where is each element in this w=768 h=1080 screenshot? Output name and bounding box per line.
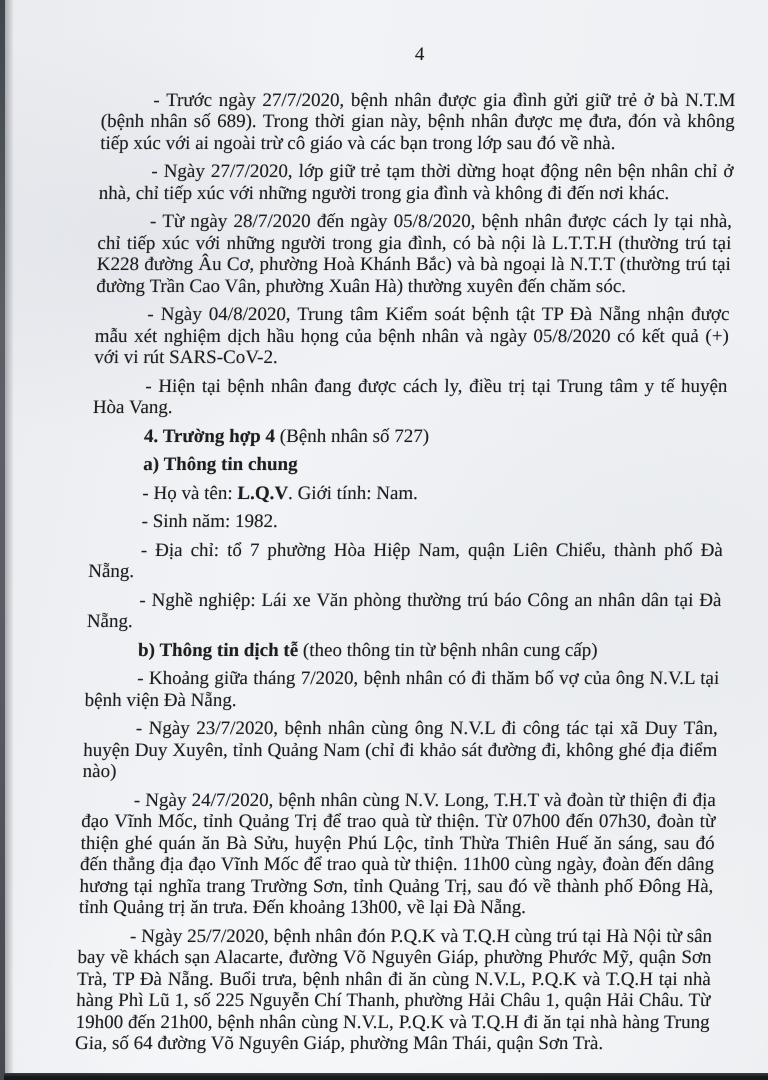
bold-text-segment: b) Thông tin dịch tễ	[137, 639, 299, 661]
para-28-7-to-05-8	[96, 211, 732, 297]
text-segment: - Khoảng giữa tháng 7/2020, bệnh nhân có đi thăm bố vợ của ông N.V.L tại bệnh viện Đà Nẵng.	[84, 668, 720, 711]
text-segment: (Bệnh nhân số 727)	[274, 425, 430, 447]
text-segment: - Địa chỉ: tổ 7 phường Hòa Hiệp Nam, quận Liên Chiểu, thành phố Đà Nẵng.	[87, 539, 724, 582]
text-segment: - Nghề nghiệp: Lái xe Văn phòng thường trú báo Công an nhân dân tại Đà Nẵng.	[86, 589, 722, 632]
bold-text-segment: 4. Trường hợp 4	[143, 425, 276, 447]
heading-epidemiology-info	[86, 640, 721, 662]
text-segment: - Sinh năm: 1982.	[141, 511, 279, 532]
scan-bottom-edge-bar	[4, 1073, 768, 1080]
text-segment: - Ngày 25/7/2020, bệnh nhân đón P.Q.K và T.Q.H cùng trú tại Hà Nội từ sân bay về khách sạn Alacarte, đường Võ Nguyên Giáp, phường Phước Mỹ, quận Sơn Trà, TP Đà Nẵng. Buổi trưa, bệnh nhân đi ăn cùng N.V.L, P.Q.K và T.Q.H tại nhà hàng Phì Lũ 1, số 225 Nguyễn Chí Thanh, phường Hải Châu 1, quận Hải Châu. Từ 19h00 đến 21h00, bệnh nhân cùng N.V.L, P.Q.K và T.Q.H đi ăn tại nhà hàng Trung Gia, số 64 đường Võ Nguyên Giáp, phường Mân Thái, quận Sơn Trà.	[74, 925, 713, 1054]
para-name-gender	[90, 483, 725, 505]
text-segment: - Hiện tại bệnh nhân đang được cách ly, điều trị tại Trung tâm y tế huyện Hòa Vang.	[92, 375, 728, 418]
para-address	[88, 540, 723, 583]
text-segment: - Trước ngày 27/7/2020, bệnh nhân được gia đình gửi giữ trẻ ở bà N.T.M (bệnh nhân số 689). Trong thời gian này, bệnh nhân được mẹ đưa, đón và không tiếp xúc với ai ngoài trừ cô giáo và các bạn trong lớp sau đó về nhà.	[99, 89, 736, 154]
para-birth-year	[89, 511, 724, 533]
para-24-7	[79, 790, 717, 919]
scan-left-edge-fade	[5, 0, 14, 1080]
text-segment: - Ngày 04/8/2020, Trung tâm Kiểm soát bệnh tật TP Đà Nẵng nhận được mẫu xét nghiệm dịch hầu họng của bệnh nhân và ngày 05/8/2020 có kết quả (+) với vi rút SARS-CoV-2.	[93, 304, 730, 368]
para-occupation	[87, 590, 722, 633]
text-segment: (theo thông tin từ bệnh nhân cung cấp)	[297, 639, 598, 661]
para-mid-july	[84, 668, 719, 711]
document-body	[75, 90, 736, 1055]
para-27-7	[99, 161, 734, 204]
bold-text-segment: L.Q.V	[237, 482, 289, 504]
heading-case-4	[92, 426, 727, 448]
para-23-7	[82, 718, 718, 783]
text-segment: - Ngày 24/7/2020, bệnh nhân cùng N.V. Long, T.H.T và đoàn từ thiện đi địa đạo Vĩnh Mốc, tỉnh Quảng Trị để trao quà từ thiện. Từ 07h00 đến 07h30, đoàn từ thiện ghé quán ăn Bà Sửu, huyện Phú Lộc, tỉnh Thừa Thiên Huế ăn sáng, sau đó đến thẳng địa đạo Vĩnh Mốc để trao quà từ thiện. 11h00 cùng ngày, đoàn đến dâng hương tại nghĩa trang Trường Sơn, tỉnh Quảng Trị, sau đó về thành phố Đông Hà, tỉnh Quảng trị ăn trưa. Đến khoảng 13h00, về lại Đà Nẵng.	[78, 789, 717, 918]
text-segment: - Ngày 23/7/2020, bệnh nhân cùng ông N.V.L đi công tác tại xã Duy Tân, huyện Duy Xuyên, tỉnh Quảng Nam (chỉ đi khảo sát đường đi, không ghé địa điểm nào)	[82, 718, 719, 782]
para-before-27-7	[100, 90, 736, 155]
bold-text-segment: a) Thông tin chung	[142, 454, 298, 475]
text-segment: . Giới tính: Nam.	[287, 482, 419, 504]
text-segment: - Họ và tên:	[142, 482, 238, 504]
heading-general-info	[91, 454, 726, 476]
text-segment: - Từ ngày 28/7/2020 đến ngày 05/8/2020, bệnh nhân được cách ly tại nhà, chỉ tiếp xúc với những người trong gia đình, có bà nội là L.T.T.H (thường trú tại K228 đường Âu Cơ, phường Hoà Khánh Bắc) và bà ngoại là N.T.T (thường trú tại đường Trần Cao Vân, phường Xuân Hà) thường xuyên đến chăm sóc.	[95, 211, 733, 297]
text-segment: - Ngày 27/7/2020, lớp giữ trẻ tạm thời dừng hoạt động nên bện nhân chỉ ở nhà, chỉ tiếp xúc với những người trong gia đình và không đi đến nơi khác.	[98, 161, 734, 204]
para-25-7	[75, 926, 713, 1055]
para-04-8-test-result	[94, 304, 730, 369]
document-content	[75, 44, 737, 1062]
para-current-status	[93, 376, 728, 419]
page-number: 4	[414, 44, 425, 65]
